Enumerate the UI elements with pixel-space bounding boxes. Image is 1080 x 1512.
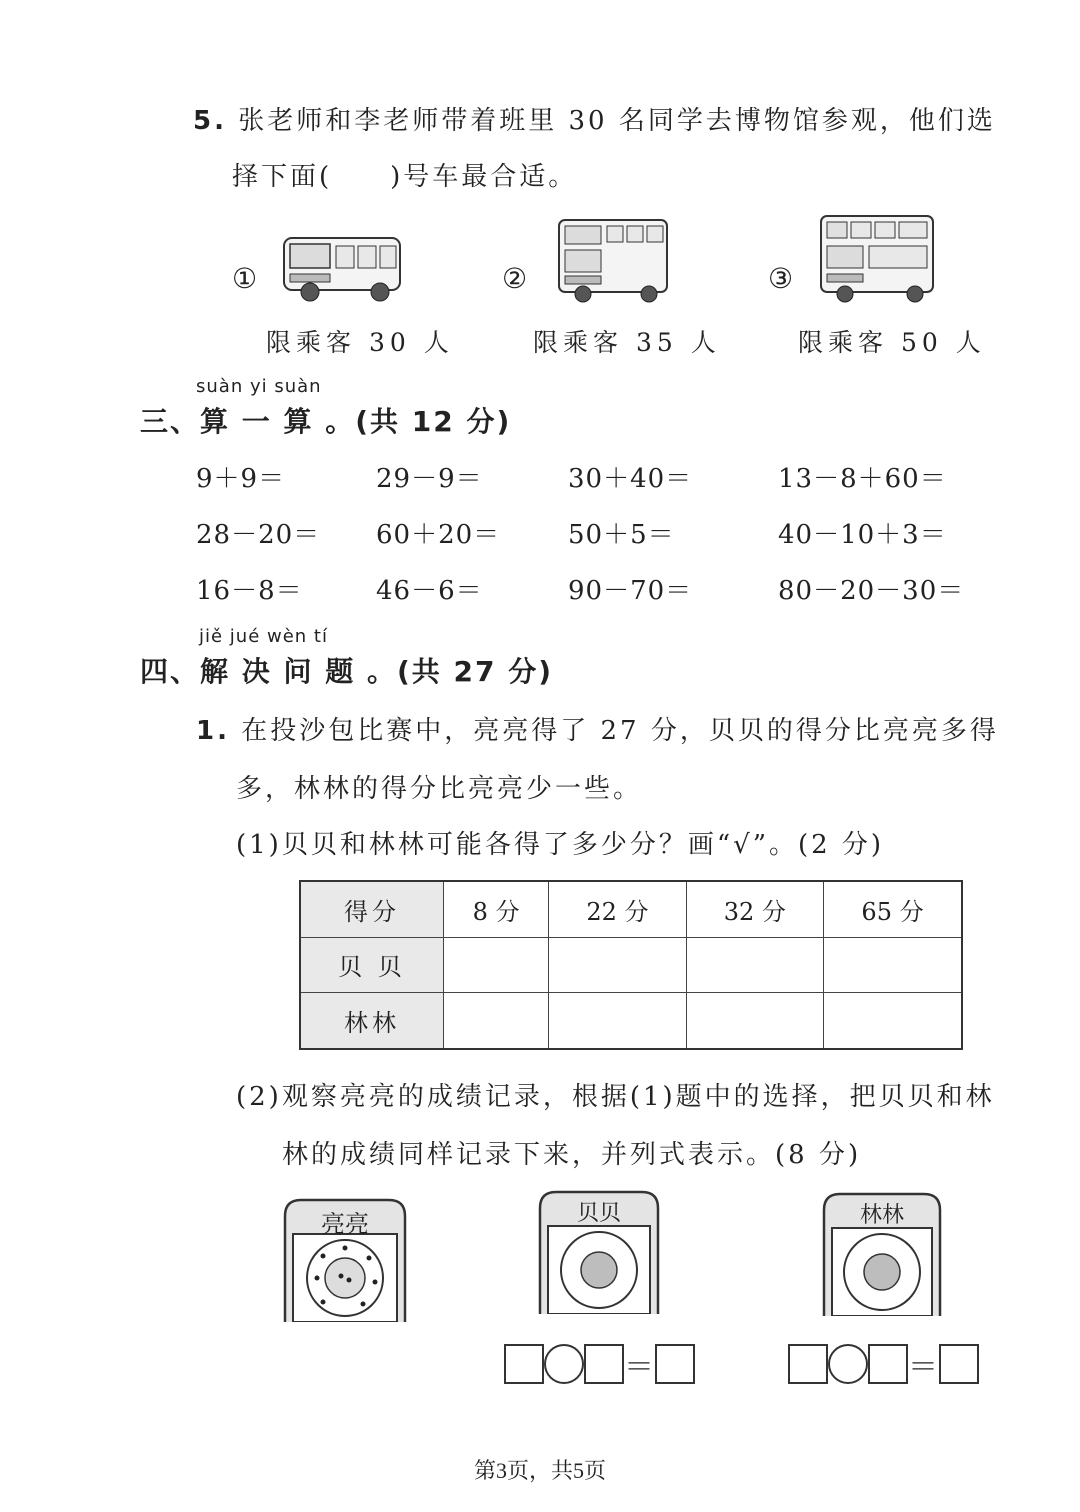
option-mark-1: ① [232,262,258,295]
answer-box[interactable] [584,1344,624,1384]
score-table [299,880,963,1050]
answer-cell[interactable] [686,993,823,1049]
table-header-cell: 8 分 [444,881,549,937]
single-deck-bus-image [280,232,405,304]
board-label: 亮亮 [321,1210,369,1238]
table-header-cell: 得分 [300,881,444,937]
table-row-label: 贝 贝 [300,937,444,993]
calc-item: 90－70＝ [568,576,693,606]
calc-item: 40－10＋3＝ [778,520,947,550]
answer-cell[interactable] [824,937,962,993]
double-deck-bus-image [553,214,673,304]
answer-box[interactable] [655,1344,695,1384]
answer-box[interactable] [504,1344,544,1384]
calc-item: 28－20＝ [196,520,321,550]
calc-item: 50＋5＝ [568,520,675,550]
calc-item: 30＋40＝ [568,464,693,494]
calc-item: 29－9＝ [376,464,483,494]
question-text: 在投沙包比赛中，亮亮得了 27 分，贝贝的得分比亮亮多得 [241,716,999,746]
tall-double-deck-bus-image [815,210,940,304]
calc-item: 46－6＝ [376,576,483,606]
page-footer: 第3页，共5页 [473,1458,606,1483]
question-5-line2: 择下面( )号车最合适。 [232,162,578,192]
calc-item: 16－8＝ [196,576,303,606]
operator-circle[interactable] [544,1344,584,1384]
question-1-line2: 多，林林的得分比亮亮少一些。 [236,774,643,804]
calc-item: 13－8＋60＝ [778,464,947,494]
option-mark-2: ② [502,262,528,295]
bus-2-caption: 限乘客 35 人 [533,328,721,357]
calc-item: 60＋20＝ [376,520,501,550]
calc-item: 80－20－30＝ [778,576,965,606]
answer-cell[interactable] [824,993,962,1049]
section3-title: 三、算 一 算 。(共 12 分) [140,405,512,438]
question-5-line1 [193,100,996,137]
score-board-beibei [538,1190,660,1314]
section3-pinyin: suàn yi suàn [196,376,322,397]
question-text: 张老师和李老师带着班里 30 名同学去博物馆参观，他们选 [238,106,996,136]
table-header-cell: 32 分 [686,881,823,937]
answer-box[interactable] [939,1344,979,1384]
answer-cell[interactable] [444,937,549,993]
equals-sign: ＝ [624,1350,654,1385]
answer-cell[interactable] [549,937,686,993]
answer-cell[interactable] [444,993,549,1049]
section4-title: 四、解 决 问 题 。(共 27 分) [140,655,554,688]
score-board-liangliang [283,1198,407,1322]
table-header-cell: 65 分 [824,881,962,937]
score-board-linlin [822,1192,942,1316]
answer-cell[interactable] [549,993,686,1049]
table-row-label: 林林 [300,993,444,1049]
option-mark-3: ③ [768,262,794,295]
calc-item: 9＋9＝ [196,464,286,494]
sub-question-1: (1)贝贝和林林可能各得了多少分？画“√”。(2 分) [236,830,885,860]
board-label: 林林 [859,1203,904,1228]
sub-question-2-line1: (2)观察亮亮的成绩记录，根据(1)题中的选择，把贝贝和林 [236,1082,995,1112]
sub-question-2-line2: 林的成绩同样记录下来，并列式表示。(8 分) [282,1140,862,1170]
table-header-cell: 22 分 [549,881,686,937]
operator-circle[interactable] [828,1344,868,1384]
question-number: 5. [193,106,227,136]
answer-box[interactable] [868,1344,908,1384]
answer-cell[interactable] [686,937,823,993]
section4-pinyin: jiě jué wèn tí [199,626,328,647]
question-1-line1 [196,710,999,747]
equals-sign: ＝ [908,1350,938,1385]
bus-1-caption: 限乘客 30 人 [266,328,454,357]
answer-box[interactable] [788,1344,828,1384]
board-label: 贝贝 [576,1201,621,1226]
bus-3-caption: 限乘客 50 人 [798,328,986,357]
question-number: 1. [196,716,230,746]
